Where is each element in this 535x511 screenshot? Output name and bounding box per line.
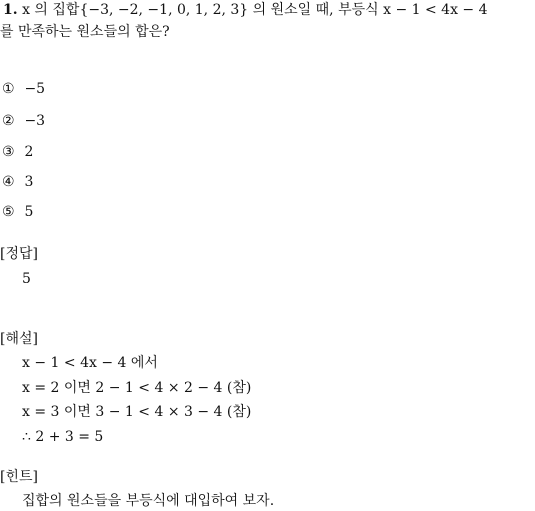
choice-5-text: 5	[24, 204, 34, 220]
choice-4[interactable]	[2, 173, 33, 191]
question-text-line-1: x 의 집합{−3, −2, −1, 0, 1, 2, 3} 의 원소일 때, 부등식 x − 1 < 4x − 4	[22, 2, 488, 18]
answer-value: 5	[22, 271, 31, 287]
choice-1[interactable]	[2, 80, 45, 98]
choice-4-text: 3	[24, 174, 34, 190]
answer-label: [정답]	[0, 246, 38, 262]
choice-5-mark: ⑤	[2, 204, 15, 220]
choice-3-mark: ③	[2, 144, 15, 160]
choice-4-mark: ④	[2, 174, 15, 190]
choice-1-mark: ①	[2, 81, 15, 97]
explanation-line-2: x = 2 이면 2 − 1 < 4 × 2 − 4 (참)	[22, 380, 252, 396]
choice-2-text: −3	[24, 113, 46, 129]
choice-3-text: 2	[24, 144, 34, 160]
choice-2[interactable]	[2, 112, 45, 130]
question-line-1	[3, 1, 488, 19]
choice-1-text: −5	[24, 81, 46, 97]
explanation-line-3: x = 3 이면 3 − 1 < 4 × 3 − 4 (참)	[22, 404, 252, 420]
hint-text: 집합의 원소들을 부등식에 대입하여 보자.	[22, 493, 275, 509]
explanation-line-4: ∴ 2 + 3 = 5	[22, 429, 104, 445]
question-number: 1.	[3, 2, 18, 18]
choice-2-mark: ②	[2, 113, 15, 129]
hint-label: [힌트]	[0, 469, 38, 485]
explanation-line-1: x − 1 < 4x − 4 에서	[22, 355, 158, 371]
choice-3[interactable]	[2, 143, 33, 161]
choice-5[interactable]	[2, 203, 33, 221]
explanation-label: [해설]	[0, 331, 38, 347]
question-line-2: 를 만족하는 원소들의 합은?	[0, 24, 170, 40]
